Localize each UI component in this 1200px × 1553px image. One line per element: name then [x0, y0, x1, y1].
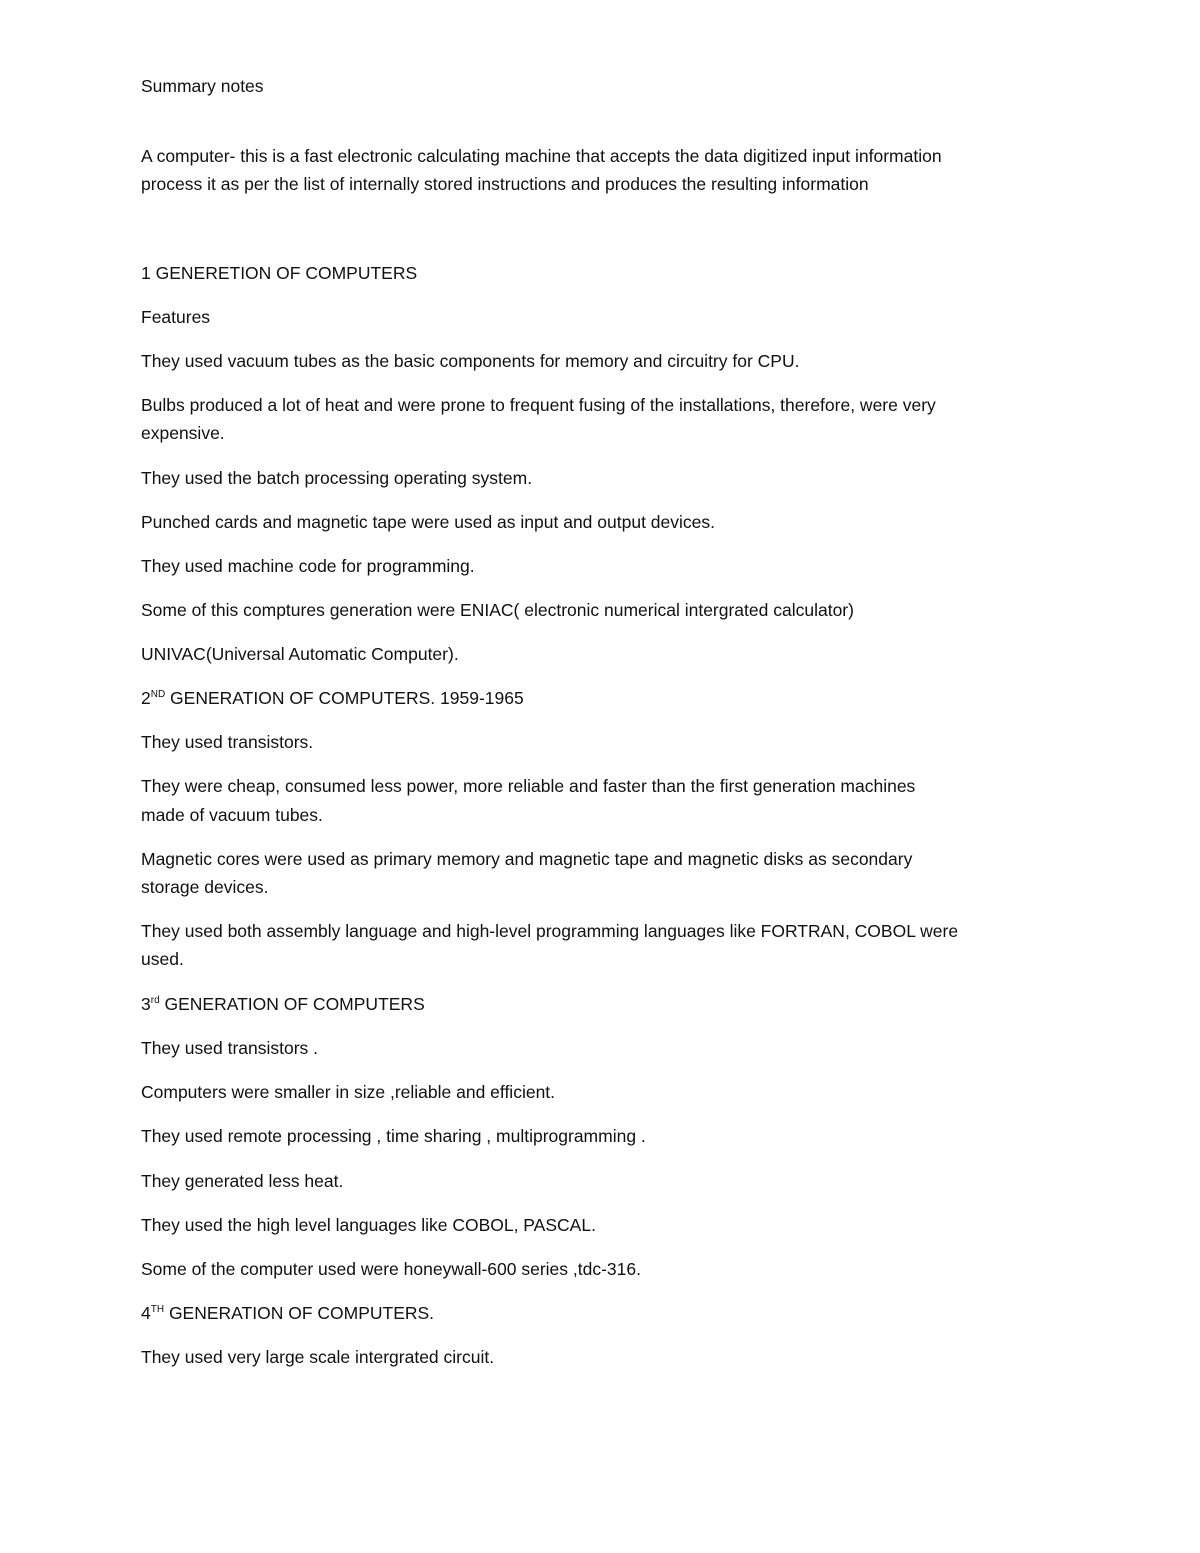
gen3-heading-text: GENERATION OF COMPUTERS: [159, 994, 425, 1014]
gen2-paragraph-4-line-1: They used both assembly language and high-level programming languages like FORTRAN, COBOL were: [141, 921, 959, 941]
gen2-paragraph-1: They used transistors.: [141, 732, 314, 752]
gen2-paragraph-4-line-2: used.: [141, 949, 184, 969]
gen1-features-label: Features: [141, 307, 211, 327]
gen3-paragraph-3: They used remote processing , time sharing , multiprogramming .: [141, 1126, 646, 1146]
gen3-heading-superscript: rd: [150, 995, 160, 1006]
gen1-paragraph-4: Punched cards and magnetic tape were used as input and output devices.: [141, 512, 715, 532]
gen2-heading-number: 2: [141, 688, 151, 708]
gen1-paragraph-3: They used the batch processing operating system.: [141, 468, 533, 488]
gen1-paragraph-1: They used vacuum tubes as the basic components for memory and circuitry for CPU.: [141, 351, 800, 371]
gen4-heading: [141, 1299, 1081, 1327]
gen2-paragraph-2-line-1: They were cheap, consumed less power, more reliable and faster than the first generation machines: [141, 776, 916, 796]
gen2-heading: [141, 684, 1081, 712]
gen2-paragraph-3-line-2: storage devices.: [141, 877, 269, 897]
gen3-heading: [141, 990, 1081, 1018]
gen3-paragraph-2: Computers were smaller in size ,reliable and efficient.: [141, 1082, 556, 1102]
gen4-heading-text: GENERATION OF COMPUTERS.: [164, 1303, 435, 1323]
gen3-paragraph-5: They used the high level languages like COBOL, PASCAL.: [141, 1215, 596, 1235]
gen1-heading: 1 GENERETION OF COMPUTERS: [141, 263, 418, 283]
gen2-paragraph-2-line-2: made of vacuum tubes.: [141, 805, 323, 825]
gen3-heading-number: 3: [141, 994, 151, 1014]
definition-line-2: process it as per the list of internally stored instructions and produces the resulting information: [141, 174, 869, 194]
gen3-paragraph-1: They used transistors .: [141, 1038, 319, 1058]
definition-line-1: A computer- this is a fast electronic calculating machine that accepts the data digitized input information: [141, 146, 942, 166]
gen4-heading-superscript: TH: [150, 1304, 165, 1315]
gen2-paragraph-3-line-1: Magnetic cores were used as primary memory and magnetic tape and magnetic disks as secondary: [141, 849, 913, 869]
gen2-heading-superscript: ND: [150, 689, 166, 700]
gen3-paragraph-4: They generated less heat.: [141, 1171, 344, 1191]
gen1-paragraph-2-line-2: expensive.: [141, 423, 225, 443]
gen3-paragraph-6: Some of the computer used were honeywall-600 series ,tdc-316.: [141, 1259, 641, 1279]
gen2-heading-text: GENERATION OF COMPUTERS. 1959-1965: [165, 688, 524, 708]
gen1-paragraph-6: Some of this comptures generation were ENIAC( electronic numerical intergrated calculator): [141, 600, 854, 620]
gen1-paragraph-7: UNIVAC(Universal Automatic Computer).: [141, 644, 459, 664]
gen4-heading-number: 4: [141, 1303, 151, 1323]
gen1-paragraph-5: They used machine code for programming.: [141, 556, 475, 576]
gen4-paragraph-1: They used very large scale intergrated circuit.: [141, 1347, 495, 1367]
gen1-paragraph-2-line-1: Bulbs produced a lot of heat and were prone to frequent fusing of the installations, therefore, were very: [141, 395, 936, 415]
document-title: Summary notes: [141, 76, 264, 96]
